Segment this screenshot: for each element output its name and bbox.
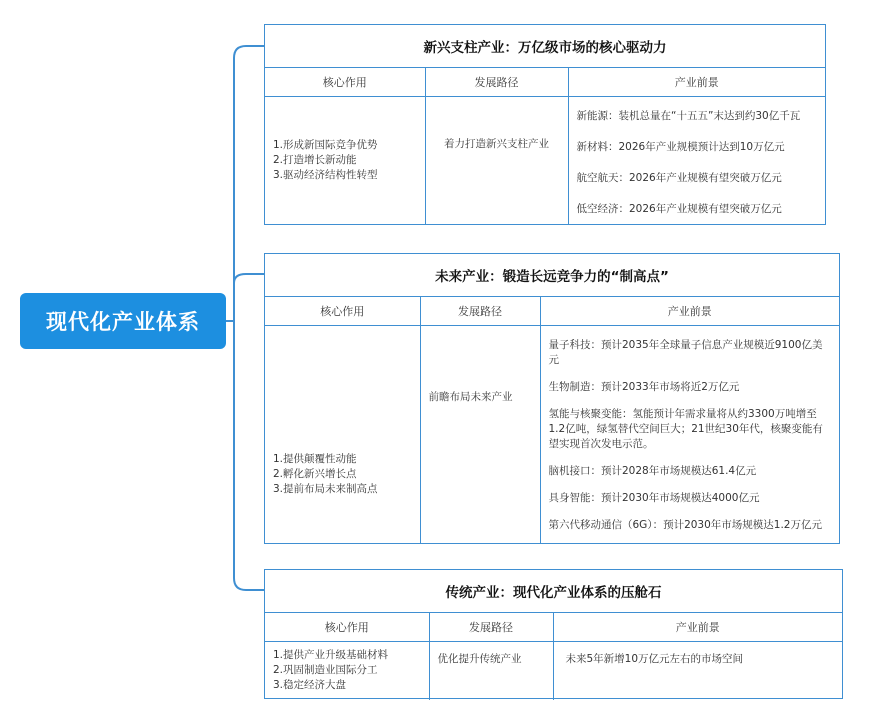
prospect-item: 新能源：装机总量在“十五五”末达到约30亿千瓦 — [576, 110, 801, 122]
prospect-item: 低空经济：2026年产业规模有望突破万亿元 — [576, 203, 782, 215]
table-header-row — [265, 68, 825, 97]
branch-connector-mid — [234, 274, 264, 283]
section-table — [265, 613, 842, 700]
header-dev-path: 发展路径 — [425, 68, 568, 97]
prospect-item: 脑机接口：预计2028年市场规模达61.4亿元 — [548, 465, 757, 477]
prospects-cell — [568, 97, 825, 225]
role-item: 2.孵化新兴增长点 — [273, 468, 357, 481]
role-item: 1.提供产业升级基础材料 — [273, 649, 389, 662]
table-header-row — [265, 613, 842, 642]
table-header-row — [265, 297, 839, 326]
role-item: 3.提前布局未来制高点 — [273, 483, 378, 496]
section-future-industry — [264, 253, 840, 544]
section-emerging-pillar — [264, 24, 826, 225]
role-item: 1.提供颠覆性动能 — [273, 453, 357, 466]
header-prospects: 产业前景 — [553, 613, 842, 642]
header-core-role: 核心作用 — [265, 613, 429, 642]
table-row — [265, 97, 825, 225]
section-title: 传统产业：现代化产业体系的压舱石 — [265, 570, 842, 613]
header-dev-path: 发展路径 — [420, 297, 540, 326]
role-item: 2.打造增长新动能 — [273, 154, 357, 167]
role-item: 3.驱动经济结构性转型 — [273, 169, 378, 182]
dev-path-cell — [420, 326, 540, 544]
path-text: 前瞻布局未来产业 — [428, 391, 513, 403]
header-prospects: 产业前景 — [568, 68, 825, 97]
prospects-cell — [553, 642, 842, 700]
table-row — [265, 326, 839, 544]
dev-path-cell — [425, 97, 568, 225]
core-role-cell — [265, 97, 425, 225]
section-table — [265, 297, 839, 544]
section-title: 未来产业：锻造长远竞争力的“制高点” — [265, 254, 839, 297]
prospect-item: 氢能与核聚变能：氢能预计年需求量将从约3300万吨增至1.2亿吨，绿氢替代空间巨大；21世纪30年代，核聚变能有望实现首次发电示范。 — [548, 408, 823, 450]
header-core-role: 核心作用 — [265, 297, 420, 326]
section-title: 新兴支柱产业：万亿级市场的核心驱动力 — [265, 25, 825, 68]
prospect-item: 具身智能：预计2030年市场规模达4000亿元 — [548, 492, 760, 504]
core-role-cell — [265, 326, 420, 544]
prospect-item: 未来5年新增10万亿元左右的市场空间 — [565, 653, 744, 665]
role-item: 3.稳定经济大盘 — [273, 679, 347, 692]
path-text: 优化提升传统产业 — [437, 653, 522, 665]
prospect-item: 量子科技：预计2035年全球量子信息产业规模近9100亿美元 — [548, 339, 823, 366]
header-core-role: 核心作用 — [265, 68, 425, 97]
table-row — [265, 642, 842, 700]
prospect-item: 第六代移动通信（6G）：预计2030年市场规模达1.2万亿元 — [548, 519, 822, 531]
section-traditional-industry — [264, 569, 843, 699]
dev-path-cell — [429, 642, 553, 700]
role-item: 2.巩固制造业国际分工 — [273, 664, 378, 677]
core-role-cell — [265, 642, 429, 700]
path-text: 着力打造新兴支柱产业 — [444, 138, 549, 150]
role-item: 1.形成新国际竞争优势 — [273, 139, 378, 152]
root-node[interactable] — [20, 293, 226, 349]
header-dev-path: 发展路径 — [429, 613, 553, 642]
header-prospects: 产业前景 — [540, 297, 839, 326]
prospect-item: 航空航天：2026年产业规模有望突破万亿元 — [576, 172, 782, 184]
section-table — [265, 68, 825, 225]
prospects-cell — [540, 326, 839, 544]
prospect-item: 新材料：2026年产业规模预计达到10万亿元 — [576, 141, 785, 153]
root-label: 现代化产业体系 — [46, 310, 200, 334]
trunk-connector — [234, 46, 264, 590]
prospect-item: 生物制造：预计2033年市场将近2万亿元 — [548, 381, 740, 393]
